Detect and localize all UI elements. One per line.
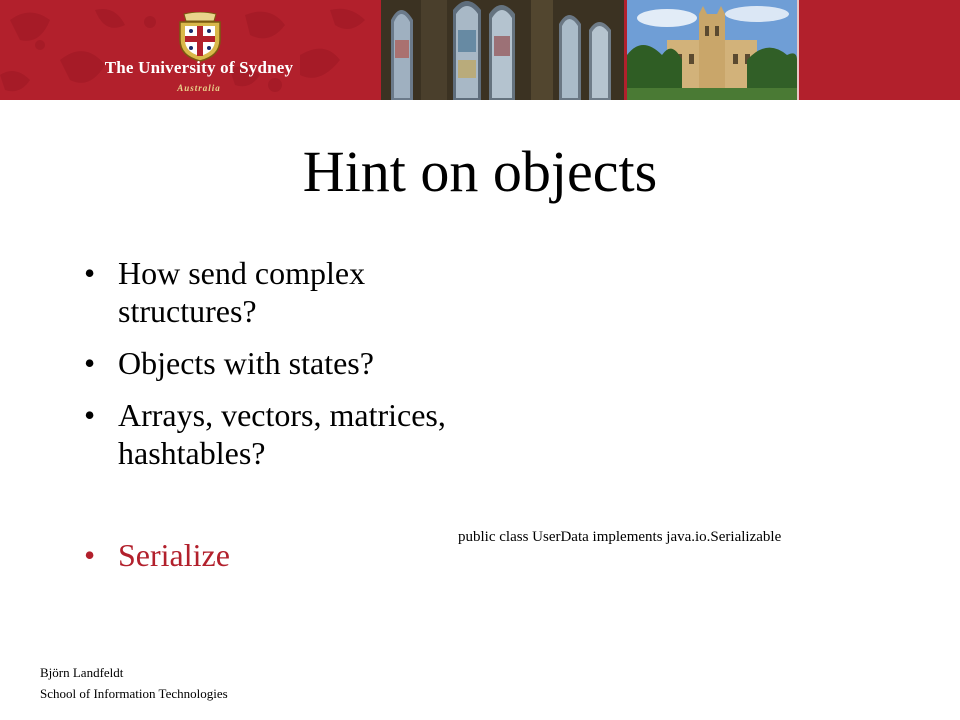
stained-glass-window-photo bbox=[381, 0, 624, 100]
university-crest-icon bbox=[176, 12, 224, 62]
banner-right-panel bbox=[797, 0, 960, 100]
slide-title: Hint on objects bbox=[302, 139, 658, 204]
bullet-marker: • bbox=[84, 397, 96, 433]
bullet-text: Serialize bbox=[118, 537, 230, 573]
footer-school: School of Information Technologies bbox=[40, 686, 228, 701]
bullet-marker: • bbox=[84, 255, 96, 291]
footer-author: Björn Landfeldt bbox=[40, 665, 124, 680]
bullet-item bbox=[80, 396, 460, 472]
bullet-list bbox=[80, 254, 460, 588]
bullet-marker: • bbox=[84, 345, 96, 381]
code-note: public class UserData implements java.io.Serializable bbox=[458, 529, 782, 545]
bullet-marker: • bbox=[84, 537, 96, 573]
bullet-text: Arrays, vectors, matrices, hashtables? bbox=[118, 397, 446, 471]
header-banner bbox=[0, 0, 960, 100]
university-country: Australia bbox=[177, 83, 221, 93]
footer bbox=[40, 662, 228, 704]
bullet-item bbox=[80, 254, 460, 330]
bullet-item bbox=[80, 344, 460, 382]
quadrangle-building-photo bbox=[627, 0, 797, 100]
university-name: The University of Sydney bbox=[104, 58, 294, 77]
bullet-text: Objects with states? bbox=[118, 345, 374, 381]
bullet-item-highlight bbox=[80, 536, 460, 574]
bullet-text: How send complex structures? bbox=[118, 255, 366, 329]
